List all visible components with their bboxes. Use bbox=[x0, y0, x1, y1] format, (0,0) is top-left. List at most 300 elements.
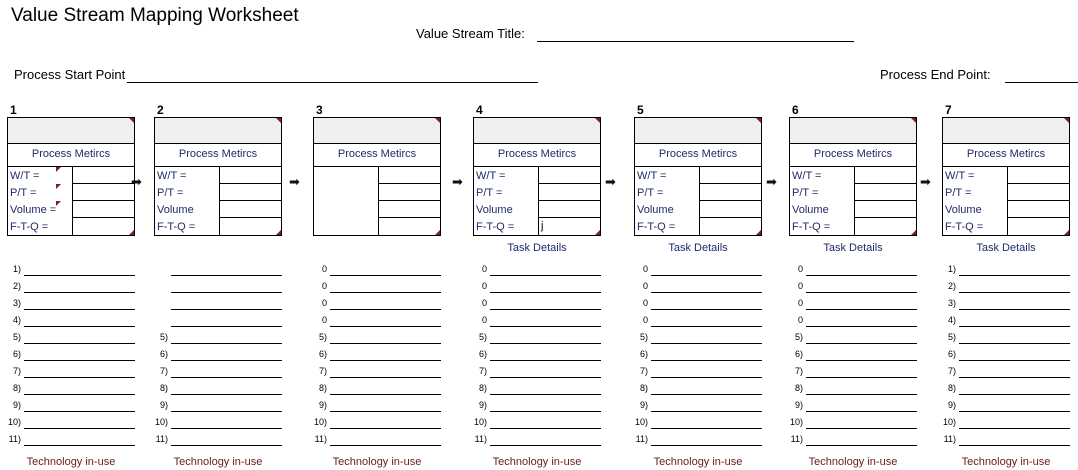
list-item bbox=[634, 366, 762, 382]
technology-in-use-label: Technology in-use bbox=[173, 456, 263, 468]
list-item-field[interactable] bbox=[171, 377, 282, 378]
list-item-number: 0 bbox=[481, 315, 487, 325]
list-item-number: 6) bbox=[12, 349, 21, 359]
process-name-cell[interactable] bbox=[943, 118, 1069, 144]
list-item-field[interactable] bbox=[490, 309, 601, 310]
step-number: 5 bbox=[637, 103, 644, 117]
list-item-number: 7) bbox=[318, 366, 327, 376]
list-item-field[interactable] bbox=[330, 428, 441, 429]
list-item-number: 0 bbox=[797, 298, 803, 308]
list-item bbox=[942, 315, 1070, 331]
list-item-field[interactable] bbox=[330, 275, 441, 276]
metric-value-cell[interactable] bbox=[379, 167, 441, 184]
list-item bbox=[942, 264, 1070, 280]
list-item-field[interactable] bbox=[959, 377, 1070, 378]
list-item bbox=[473, 400, 601, 416]
list-item bbox=[313, 400, 441, 416]
list-item-number: 11) bbox=[943, 434, 956, 444]
list-item bbox=[7, 417, 135, 433]
process-column-3 bbox=[313, 0, 441, 470]
process-box bbox=[634, 117, 762, 236]
list-item-field[interactable] bbox=[959, 292, 1070, 293]
list-item-number: 6) bbox=[794, 349, 803, 359]
list-item-field[interactable] bbox=[24, 275, 135, 276]
list-item-field[interactable] bbox=[24, 428, 135, 429]
list-item-field[interactable] bbox=[651, 326, 762, 327]
list-item-field[interactable] bbox=[171, 326, 282, 327]
process-column-6 bbox=[789, 0, 917, 470]
metric-value-cell[interactable] bbox=[220, 184, 282, 201]
metric-value-cell[interactable] bbox=[73, 201, 135, 218]
list-item-field[interactable] bbox=[651, 343, 762, 344]
list-item bbox=[473, 281, 601, 297]
list-item bbox=[942, 332, 1070, 348]
metric-value-cell[interactable] bbox=[539, 201, 601, 218]
step-number: 2 bbox=[157, 103, 164, 117]
list-item-number: 6) bbox=[318, 349, 327, 359]
list-item-number: 7) bbox=[159, 366, 168, 376]
list-item-number: 1) bbox=[947, 264, 956, 274]
list-item-field[interactable] bbox=[806, 326, 917, 327]
list-item-number: 6) bbox=[947, 349, 956, 359]
list-item-number: 0 bbox=[642, 298, 648, 308]
step-number: 6 bbox=[792, 103, 799, 117]
list-item-number: 11) bbox=[314, 434, 327, 444]
list-item bbox=[942, 400, 1070, 416]
list-item-number: 4) bbox=[947, 315, 956, 325]
list-item-number: 0 bbox=[797, 264, 803, 274]
list-item-number: 8) bbox=[639, 383, 648, 393]
list-item-field[interactable] bbox=[330, 394, 441, 395]
process-name-cell[interactable] bbox=[314, 118, 440, 144]
list-item bbox=[473, 264, 601, 280]
list-item-field[interactable] bbox=[24, 326, 135, 327]
metric-value-cell[interactable] bbox=[1008, 167, 1070, 184]
list-item-number: 5) bbox=[639, 332, 648, 342]
list-item bbox=[789, 264, 917, 280]
list-item bbox=[473, 315, 601, 331]
list-item-field[interactable] bbox=[959, 275, 1070, 276]
metric-value-cell[interactable] bbox=[1008, 218, 1070, 234]
list-item bbox=[942, 298, 1070, 314]
list-item-number: 8) bbox=[12, 383, 21, 393]
metric-value-cell[interactable] bbox=[539, 184, 601, 201]
list-item bbox=[7, 383, 135, 399]
metric-label: W/T = bbox=[476, 170, 506, 182]
list-item bbox=[154, 264, 282, 280]
list-item-number: 0 bbox=[321, 264, 327, 274]
metric-value-cell[interactable] bbox=[73, 218, 135, 234]
list-item-field[interactable] bbox=[806, 411, 917, 412]
process-start-label: Process Start Point bbox=[14, 67, 126, 82]
list-item-number: 5) bbox=[12, 332, 21, 342]
process-name-cell[interactable] bbox=[8, 118, 134, 144]
list-item-field[interactable] bbox=[171, 343, 282, 344]
comment-marker bbox=[56, 201, 61, 206]
list-item-field[interactable] bbox=[490, 275, 601, 276]
metric-value-cell[interactable] bbox=[855, 218, 917, 234]
comment-marker bbox=[1064, 230, 1069, 235]
list-item-field[interactable] bbox=[171, 309, 282, 310]
metric-value-cell[interactable] bbox=[379, 184, 441, 201]
metric-label: P/T = bbox=[157, 187, 184, 199]
metric-value-cell[interactable] bbox=[855, 167, 917, 184]
list-item-field[interactable] bbox=[490, 343, 601, 344]
list-item-number: 11) bbox=[635, 434, 648, 444]
list-item bbox=[634, 298, 762, 314]
list-item-number: 8) bbox=[947, 383, 956, 393]
arrow-right-icon: ➡ bbox=[605, 174, 616, 189]
list-item-number: 0 bbox=[642, 264, 648, 274]
metric-values bbox=[1007, 167, 1070, 235]
list-item-field[interactable] bbox=[330, 377, 441, 378]
list-item-field[interactable] bbox=[24, 343, 135, 344]
process-end-label: Process End Point: bbox=[880, 67, 991, 82]
list-item bbox=[313, 383, 441, 399]
technology-in-use-label: Technology in-use bbox=[332, 456, 422, 468]
comment-marker bbox=[129, 118, 134, 123]
list-item-number: 8) bbox=[478, 383, 487, 393]
list-item-number: 0 bbox=[481, 281, 487, 291]
list-item bbox=[789, 366, 917, 382]
list-item-field[interactable] bbox=[959, 326, 1070, 327]
list-item-field[interactable] bbox=[490, 394, 601, 395]
metric-values bbox=[72, 167, 135, 235]
list-item bbox=[313, 315, 441, 331]
metric-value-cell[interactable] bbox=[379, 201, 441, 218]
list-item-field[interactable] bbox=[24, 292, 135, 293]
step-number: 7 bbox=[945, 103, 952, 117]
list-item-field[interactable] bbox=[959, 309, 1070, 310]
list-item bbox=[473, 434, 601, 450]
comment-marker bbox=[756, 118, 761, 123]
list-item-field[interactable] bbox=[490, 292, 601, 293]
metric-label: F-T-Q = bbox=[10, 221, 49, 233]
metric-label: W/T = bbox=[637, 170, 667, 182]
list-item-field[interactable] bbox=[806, 360, 917, 361]
list-item bbox=[313, 349, 441, 365]
list-item bbox=[313, 298, 441, 314]
metric-value-cell[interactable] bbox=[700, 218, 762, 234]
list-item bbox=[154, 383, 282, 399]
metrics-title: Process Metircs bbox=[658, 148, 738, 160]
list-item-field[interactable] bbox=[651, 292, 762, 293]
list-item-number: 10) bbox=[789, 417, 803, 427]
metric-value-cell[interactable] bbox=[73, 167, 135, 184]
process-column-5 bbox=[634, 0, 762, 470]
list-item bbox=[789, 417, 917, 433]
metric-value-cell[interactable] bbox=[1008, 201, 1070, 218]
list-item-field[interactable] bbox=[490, 326, 601, 327]
arrow-right-icon: ➡ bbox=[131, 174, 142, 189]
list-item-field[interactable] bbox=[330, 343, 441, 344]
list-item-field[interactable] bbox=[330, 360, 441, 361]
technology-in-use-label: Technology in-use bbox=[653, 456, 743, 468]
list-item bbox=[154, 434, 282, 450]
list-item bbox=[789, 434, 917, 450]
technology-in-use-label: Technology in-use bbox=[961, 456, 1051, 468]
metric-label: Volume bbox=[945, 204, 982, 216]
arrow-right-icon: ➡ bbox=[289, 174, 300, 189]
list-item bbox=[789, 315, 917, 331]
list-item bbox=[7, 315, 135, 331]
comment-marker bbox=[129, 230, 134, 235]
list-item-number: 9) bbox=[159, 400, 168, 410]
list-item-field[interactable] bbox=[171, 275, 282, 276]
list-item-number: 4) bbox=[12, 315, 21, 325]
list-item-number: 3) bbox=[947, 298, 956, 308]
list-item-number: 5) bbox=[947, 332, 956, 342]
process-box bbox=[154, 117, 282, 236]
process-box bbox=[942, 117, 1070, 236]
arrow-right-icon: ➡ bbox=[452, 174, 463, 189]
list-item-number: 11) bbox=[474, 434, 487, 444]
process-name-cell[interactable] bbox=[155, 118, 281, 144]
list-item bbox=[154, 315, 282, 331]
list-item-field[interactable] bbox=[24, 445, 135, 446]
list-item bbox=[473, 366, 601, 382]
list-item-number: 11) bbox=[790, 434, 803, 444]
value-stream-title-label: Value Stream Title: bbox=[416, 26, 525, 41]
metric-label: F-T-Q = bbox=[792, 221, 831, 233]
list-item-field[interactable] bbox=[490, 428, 601, 429]
comment-marker bbox=[1064, 118, 1069, 123]
list-item-number: 9) bbox=[318, 400, 327, 410]
metrics-title: Process Metircs bbox=[31, 148, 111, 160]
list-item bbox=[154, 417, 282, 433]
list-item-number: 7) bbox=[947, 366, 956, 376]
arrow-right-icon: ➡ bbox=[920, 174, 931, 189]
metric-value-cell[interactable] bbox=[855, 184, 917, 201]
list-item-number: 2) bbox=[12, 281, 21, 291]
metric-label: Volume bbox=[157, 204, 194, 216]
metric-label: P/T = bbox=[945, 187, 972, 199]
list-item bbox=[7, 298, 135, 314]
list-item-field[interactable] bbox=[651, 411, 762, 412]
list-item bbox=[7, 349, 135, 365]
list-item bbox=[313, 332, 441, 348]
list-item bbox=[473, 349, 601, 365]
list-item bbox=[313, 417, 441, 433]
list-item-number: 10) bbox=[942, 417, 956, 427]
metric-label: P/T = bbox=[637, 187, 664, 199]
metric-label: P/T = bbox=[10, 187, 37, 199]
list-item-number: 6) bbox=[478, 349, 487, 359]
list-item bbox=[473, 383, 601, 399]
list-item bbox=[154, 366, 282, 382]
comment-marker bbox=[276, 230, 281, 235]
list-item-field[interactable] bbox=[171, 428, 282, 429]
list-item-field[interactable] bbox=[330, 411, 441, 412]
metric-label: F-T-Q = bbox=[945, 221, 984, 233]
list-item-number: 1) bbox=[12, 264, 21, 274]
list-item bbox=[634, 400, 762, 416]
list-item-number: 7) bbox=[639, 366, 648, 376]
page-title: Value Stream Mapping Worksheet bbox=[11, 5, 299, 26]
list-item-field[interactable] bbox=[651, 445, 762, 446]
process-column-4 bbox=[473, 0, 601, 470]
metric-value-cell[interactable] bbox=[220, 167, 282, 184]
metric-value-cell[interactable] bbox=[220, 218, 282, 234]
process-box bbox=[313, 117, 441, 236]
step-number: 1 bbox=[10, 103, 17, 117]
list-item-field[interactable] bbox=[490, 360, 601, 361]
list-item bbox=[942, 281, 1070, 297]
list-item bbox=[313, 366, 441, 382]
list-item-field[interactable] bbox=[806, 309, 917, 310]
metric-label: W/T = bbox=[10, 170, 40, 182]
list-item-field[interactable] bbox=[24, 360, 135, 361]
list-item-field[interactable] bbox=[171, 394, 282, 395]
list-item-number: 6) bbox=[159, 349, 168, 359]
metric-label: P/T = bbox=[476, 187, 503, 199]
list-item bbox=[473, 298, 601, 314]
list-item-field[interactable] bbox=[330, 445, 441, 446]
metric-label: P/T = bbox=[792, 187, 819, 199]
metric-values bbox=[854, 167, 917, 235]
list-item-field[interactable] bbox=[171, 360, 282, 361]
metric-value-cell[interactable] bbox=[1008, 184, 1070, 201]
comment-marker bbox=[595, 230, 600, 235]
metric-value-cell[interactable] bbox=[700, 167, 762, 184]
list-item-field[interactable] bbox=[806, 445, 917, 446]
list-item bbox=[942, 349, 1070, 365]
list-item bbox=[473, 332, 601, 348]
comment-marker bbox=[276, 118, 281, 123]
metric-value-cell[interactable] bbox=[220, 201, 282, 218]
list-item-field[interactable] bbox=[959, 428, 1070, 429]
list-item-number: 3) bbox=[12, 298, 21, 308]
list-item bbox=[634, 383, 762, 399]
metric-label: Volume bbox=[476, 204, 513, 216]
list-item-number: 0 bbox=[321, 298, 327, 308]
process-column-1 bbox=[7, 0, 135, 470]
list-item-field[interactable] bbox=[171, 292, 282, 293]
list-item-field[interactable] bbox=[330, 326, 441, 327]
list-item bbox=[7, 400, 135, 416]
list-item-field[interactable] bbox=[959, 394, 1070, 395]
list-item bbox=[634, 315, 762, 331]
list-item bbox=[634, 434, 762, 450]
list-item-field[interactable] bbox=[330, 292, 441, 293]
list-item-number: 5) bbox=[478, 332, 487, 342]
list-item-number: 10) bbox=[473, 417, 487, 427]
task-details-label: Task Details bbox=[507, 242, 567, 254]
metric-values bbox=[378, 167, 441, 235]
metric-label: Volume bbox=[637, 204, 674, 216]
task-details-label: Task Details bbox=[976, 242, 1036, 254]
list-item-field[interactable] bbox=[959, 343, 1070, 344]
list-item-field[interactable] bbox=[806, 275, 917, 276]
list-item bbox=[7, 281, 135, 297]
list-item-field[interactable] bbox=[490, 377, 601, 378]
process-name-cell[interactable] bbox=[635, 118, 761, 144]
list-item-field[interactable] bbox=[490, 445, 601, 446]
list-item bbox=[634, 417, 762, 433]
list-item-number: 7) bbox=[12, 366, 21, 376]
list-item-number: 0 bbox=[642, 281, 648, 291]
list-item bbox=[154, 298, 282, 314]
technology-in-use-label: Technology in-use bbox=[26, 456, 116, 468]
metric-value-cell[interactable] bbox=[855, 201, 917, 218]
metric-values bbox=[699, 167, 762, 235]
list-item-field[interactable] bbox=[806, 377, 917, 378]
list-item-field[interactable] bbox=[806, 394, 917, 395]
list-item bbox=[789, 332, 917, 348]
list-item-number: 5) bbox=[318, 332, 327, 342]
list-item bbox=[7, 434, 135, 450]
list-item bbox=[789, 281, 917, 297]
metric-values bbox=[219, 167, 282, 235]
list-item bbox=[634, 332, 762, 348]
list-item bbox=[154, 332, 282, 348]
technology-in-use-label: Technology in-use bbox=[492, 456, 582, 468]
list-item-field[interactable] bbox=[24, 309, 135, 310]
comment-marker bbox=[911, 118, 916, 123]
list-item bbox=[789, 349, 917, 365]
metric-value-cell[interactable]: j bbox=[541, 220, 544, 232]
list-item-number: 10) bbox=[154, 417, 168, 427]
list-item-field[interactable] bbox=[806, 343, 917, 344]
metric-value-cell[interactable] bbox=[73, 184, 135, 201]
list-item-field[interactable] bbox=[651, 394, 762, 395]
list-item-field[interactable] bbox=[490, 411, 601, 412]
list-item-field[interactable] bbox=[171, 445, 282, 446]
metric-value-cell[interactable] bbox=[700, 184, 762, 201]
list-item bbox=[154, 400, 282, 416]
list-item-field[interactable] bbox=[171, 411, 282, 412]
list-item-field[interactable] bbox=[651, 377, 762, 378]
list-item-number: 0 bbox=[797, 281, 803, 291]
list-item-number: 6) bbox=[639, 349, 648, 359]
list-item-number: 8) bbox=[159, 383, 168, 393]
list-item-number: 9) bbox=[478, 400, 487, 410]
process-column-2 bbox=[154, 0, 282, 470]
list-item-field[interactable] bbox=[959, 445, 1070, 446]
comment-marker bbox=[435, 118, 440, 123]
metric-value-cell[interactable] bbox=[539, 167, 601, 184]
step-number: 3 bbox=[316, 103, 323, 117]
metrics-title: Process Metircs bbox=[813, 148, 893, 160]
list-item-field[interactable] bbox=[24, 411, 135, 412]
arrow-right-icon: ➡ bbox=[766, 174, 777, 189]
metric-value-cell[interactable] bbox=[379, 218, 441, 234]
list-item-field[interactable] bbox=[24, 394, 135, 395]
process-name-cell[interactable] bbox=[474, 118, 600, 144]
task-details-label: Task Details bbox=[668, 242, 728, 254]
list-item-field[interactable] bbox=[806, 428, 917, 429]
task-details-label: Task Details bbox=[823, 242, 883, 254]
list-item-field[interactable] bbox=[651, 309, 762, 310]
list-item-field[interactable] bbox=[651, 360, 762, 361]
list-item-number: 10) bbox=[634, 417, 648, 427]
list-item bbox=[313, 434, 441, 450]
process-box bbox=[473, 117, 601, 236]
list-item-field[interactable] bbox=[806, 292, 917, 293]
list-item-field[interactable] bbox=[651, 428, 762, 429]
list-item-field[interactable] bbox=[24, 377, 135, 378]
list-item-field[interactable] bbox=[651, 275, 762, 276]
list-item-field[interactable] bbox=[330, 309, 441, 310]
list-item bbox=[313, 264, 441, 280]
metric-label: W/T = bbox=[157, 170, 187, 182]
process-name-cell[interactable] bbox=[790, 118, 916, 144]
list-item-number: 9) bbox=[947, 400, 956, 410]
list-item-field[interactable] bbox=[959, 360, 1070, 361]
list-item-field[interactable] bbox=[959, 411, 1070, 412]
metric-value-cell[interactable] bbox=[700, 201, 762, 218]
list-item-number: 11) bbox=[8, 434, 21, 444]
